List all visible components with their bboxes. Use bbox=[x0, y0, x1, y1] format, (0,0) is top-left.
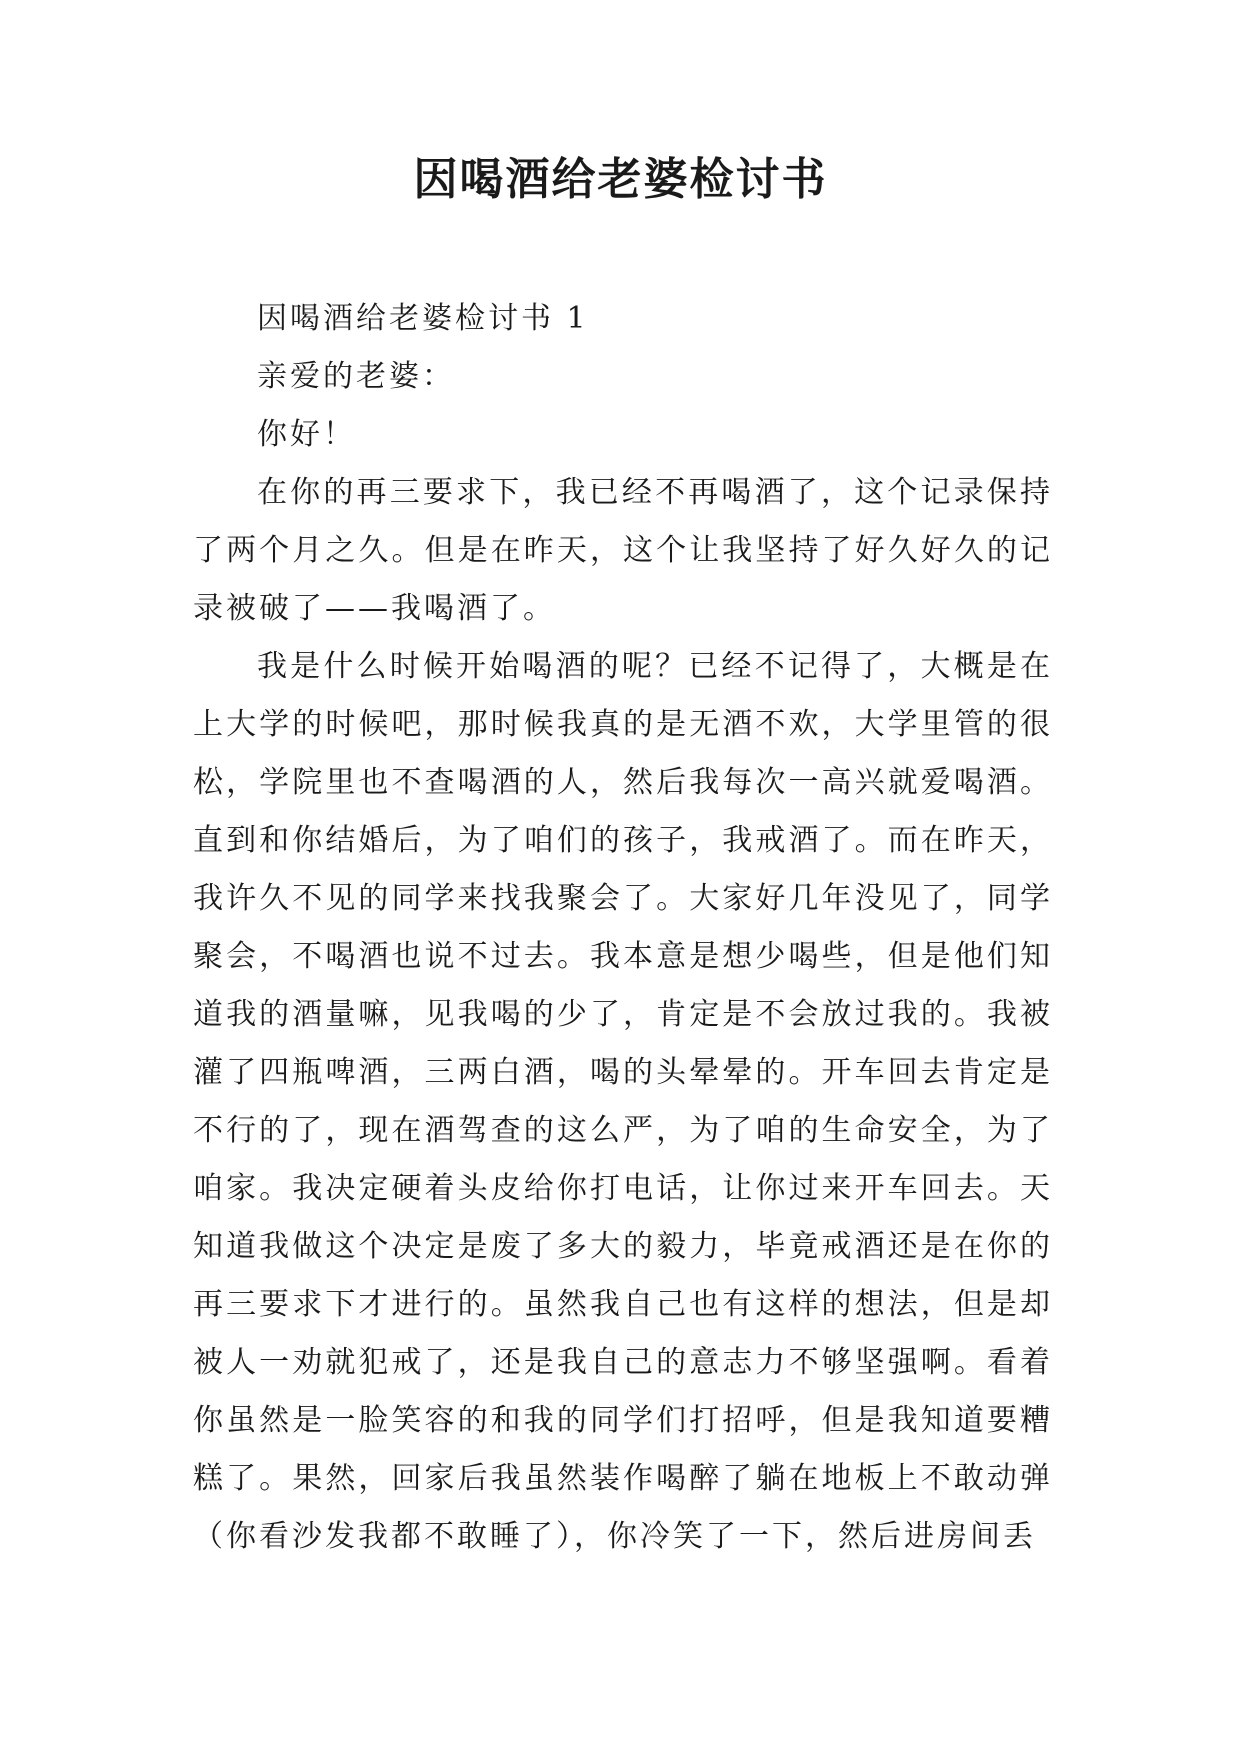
salutation: 亲爱的老婆： bbox=[257, 359, 455, 394]
document-body bbox=[193, 290, 1053, 1566]
greeting: 你好！ bbox=[257, 417, 356, 452]
paragraph: 在你的再三要求下，我已经不再喝酒了，这个记录保持了两个月之久。但是在昨天，这个让我坚持了好久好久的记录被破了——我喝酒了。 bbox=[193, 475, 1053, 626]
paragraph: 我是什么时候开始喝酒的呢？已经不记得了，大概是在上大学的时候吧，那时候我真的是无酒不欢，大学里管的很松，学院里也不查喝酒的人，然后我每次一高兴就爱喝酒。直到和你结婚后，为了咱们的孩子，我戒酒了。而在昨天，我许久不见的同学来找我聚会了。大家好几年没见了，同学聚会，不喝酒也说不过去。我本意是想少喝些，但是他们知道我的酒量嘛，见我喝的少了，肯定是不会放过我的。我被灌了四瓶啤酒，三两白酒，喝的头晕晕的。开车回去肯定是不行的了，现在酒驾查的这么严，为了咱的生命安全，为了咱家。我决定硬着头皮给你打电话，让你过来开车回去。天知道我做这个决定是废了多大的毅力，毕竟戒酒还是在你的再三要求下才进行的。虽然我自己也有这样的想法，但是却被人一劝就犯戒了，还是我自己的意志力不够坚强啊。看着你虽然是一脸笑容的和我的同学们打招呼，但是我知道要糟糕了。果然，回家后我虽然装作喝醉了躺在地板上不敢动弹（你看沙发我都不敢睡了），你冷笑了一下，然后进房间丢 bbox=[193, 649, 1053, 1554]
section-heading: 因喝酒给老婆检讨书 1 bbox=[257, 301, 589, 336]
document-title: 因喝酒给老婆检讨书 bbox=[413, 154, 828, 205]
